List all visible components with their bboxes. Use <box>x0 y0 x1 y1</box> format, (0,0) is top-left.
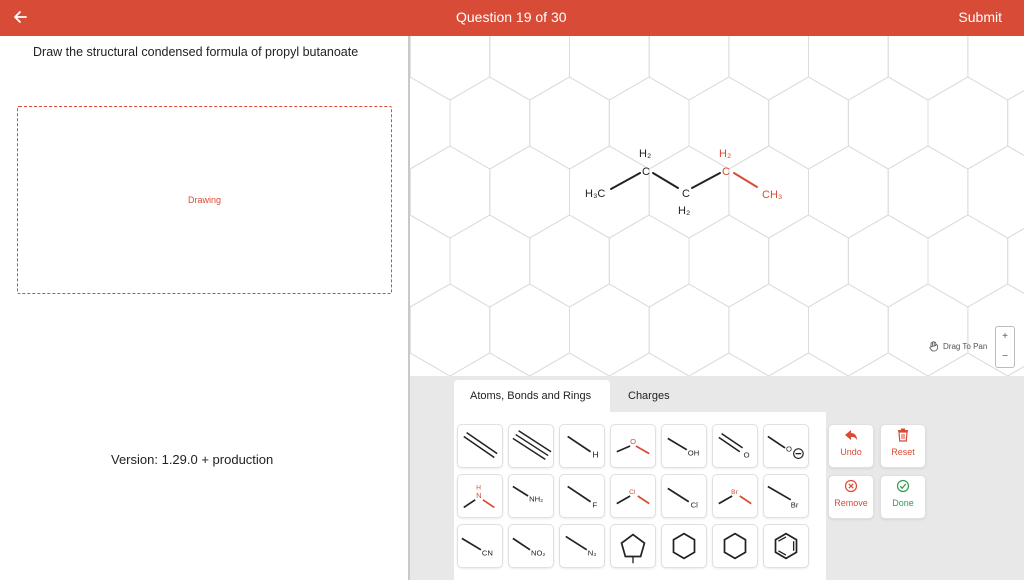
tool-label: N₃ <box>587 548 597 558</box>
oxide-anion-icon <box>764 425 808 467</box>
atom-label[interactable]: H₂ <box>639 148 652 160</box>
carbonyl-tool[interactable] <box>712 424 758 468</box>
ether-oxygen-tool[interactable] <box>610 424 656 468</box>
tool-label: NH₂ <box>529 494 544 504</box>
cyano-icon <box>458 525 502 567</box>
top-bar <box>0 0 1024 36</box>
hydroxyl-icon <box>662 425 706 467</box>
tool-label: CN <box>481 548 493 558</box>
atom-label[interactable]: H₂ <box>678 205 691 217</box>
remove-label: Remove <box>834 498 868 508</box>
check-circle-icon <box>881 476 925 498</box>
atom-label[interactable]: H₃C <box>585 188 606 200</box>
trash-icon <box>881 425 925 447</box>
arrow-left-icon <box>10 6 32 28</box>
nitro-icon <box>509 525 553 567</box>
tool-label: O <box>743 450 750 460</box>
bond[interactable] <box>653 173 678 188</box>
version-text: Version: 1.29.0 + production <box>111 452 274 467</box>
undo-label: Undo <box>840 447 862 457</box>
hydrogen-bond-icon <box>560 425 604 467</box>
carbonyl-icon <box>713 425 757 467</box>
ether-icon <box>611 425 655 467</box>
tool-label: Br <box>731 489 738 497</box>
tab-charges[interactable]: Charges <box>628 390 670 402</box>
atom-label[interactable]: C <box>642 166 650 178</box>
hexagon-ring-icon <box>713 525 757 567</box>
bromine-icon <box>764 475 808 517</box>
azide-icon <box>560 525 604 567</box>
drawing-preview[interactable] <box>17 106 392 294</box>
cyclopentane-icon <box>611 525 655 567</box>
double-bond-icon <box>458 425 502 467</box>
atom-label[interactable]: H₂ <box>719 148 732 160</box>
drawing-label: Drawing <box>187 195 221 205</box>
single-bond-tool[interactable] <box>457 424 503 468</box>
fluorine-tool[interactable] <box>559 474 605 518</box>
zoom-out-button[interactable]: − <box>1002 351 1008 362</box>
tool-label: Cl <box>629 489 636 497</box>
chlorine-tool[interactable] <box>661 474 707 518</box>
atom-label[interactable]: C <box>722 166 730 178</box>
cyclopentane-tool[interactable] <box>610 524 656 568</box>
nitro-tool[interactable] <box>508 524 554 568</box>
atom-label[interactable]: CH₃ <box>762 189 783 201</box>
undo-icon <box>829 425 873 447</box>
zoom-in-button[interactable]: + <box>1002 331 1008 342</box>
oxide-anion-tool[interactable] <box>763 424 809 468</box>
amine-icon <box>458 475 502 517</box>
bond[interactable] <box>611 173 640 189</box>
tool-palette <box>454 412 826 580</box>
tool-label: N <box>476 490 482 500</box>
zoom-control <box>995 326 1015 368</box>
question-prompt: Draw the structural condensed formula of propyl butanoate <box>33 45 359 59</box>
tool-label: NO₂ <box>531 548 546 558</box>
tab-atoms-bonds-rings[interactable]: Atoms, Bonds and Rings <box>454 380 610 412</box>
tool-label: F <box>592 500 598 510</box>
benzene-icon <box>764 525 808 567</box>
bromine-tool[interactable] <box>763 474 809 518</box>
tool-label: H <box>476 484 482 492</box>
tool-label: O <box>630 437 637 447</box>
tool-label: H <box>592 449 599 460</box>
tool-label: OH <box>687 448 700 458</box>
cyclohexane-icon <box>662 525 706 567</box>
submit-button[interactable]: Submit <box>958 9 1002 25</box>
chlorine-icon <box>662 475 706 517</box>
done-button[interactable] <box>880 475 926 519</box>
hydrogen-tool[interactable] <box>559 424 605 468</box>
azide-tool[interactable] <box>559 524 605 568</box>
bromo-bridge-icon <box>713 475 757 517</box>
reset-button[interactable] <box>880 424 926 468</box>
fluorine-icon <box>560 475 604 517</box>
done-label: Done <box>892 498 914 508</box>
undo-button[interactable] <box>828 424 874 468</box>
question-counter: Question 19 of 30 <box>456 9 567 25</box>
remove-circle-x-icon <box>829 476 873 498</box>
drag-to-pan-hint <box>928 340 987 352</box>
atom-label[interactable]: C <box>682 188 690 200</box>
hydroxyl-tool[interactable] <box>661 424 707 468</box>
amino-icon <box>509 475 553 517</box>
hexagon-ring-tool[interactable] <box>712 524 758 568</box>
question-panel <box>0 36 408 580</box>
chloro-bridge-icon <box>611 475 655 517</box>
cyano-tool[interactable] <box>457 524 503 568</box>
bond[interactable] <box>734 173 757 187</box>
bromo-bridge-tool[interactable] <box>712 474 758 518</box>
benzene-tool[interactable] <box>763 524 809 568</box>
amine-tool[interactable] <box>457 474 503 518</box>
triple-bond-tool[interactable] <box>508 424 554 468</box>
back-button[interactable] <box>10 6 32 28</box>
drag-to-pan-label: Drag To Pan <box>943 341 988 351</box>
cyclohexane-tool[interactable] <box>661 524 707 568</box>
molecule-drawing[interactable] <box>410 36 1024 376</box>
drawing-canvas[interactable] <box>410 36 1024 376</box>
reset-label: Reset <box>891 447 915 457</box>
remove-button[interactable] <box>828 475 874 519</box>
triple-bond-icon <box>509 425 553 467</box>
amino-tool[interactable] <box>508 474 554 518</box>
tool-label: O <box>786 444 792 454</box>
hand-icon <box>928 340 940 352</box>
chloro-bridge-tool[interactable] <box>610 474 656 518</box>
toolbar-area <box>410 376 1024 580</box>
tool-label: Br <box>790 500 799 510</box>
tool-label: Cl <box>690 500 698 510</box>
bond[interactable] <box>692 173 720 188</box>
